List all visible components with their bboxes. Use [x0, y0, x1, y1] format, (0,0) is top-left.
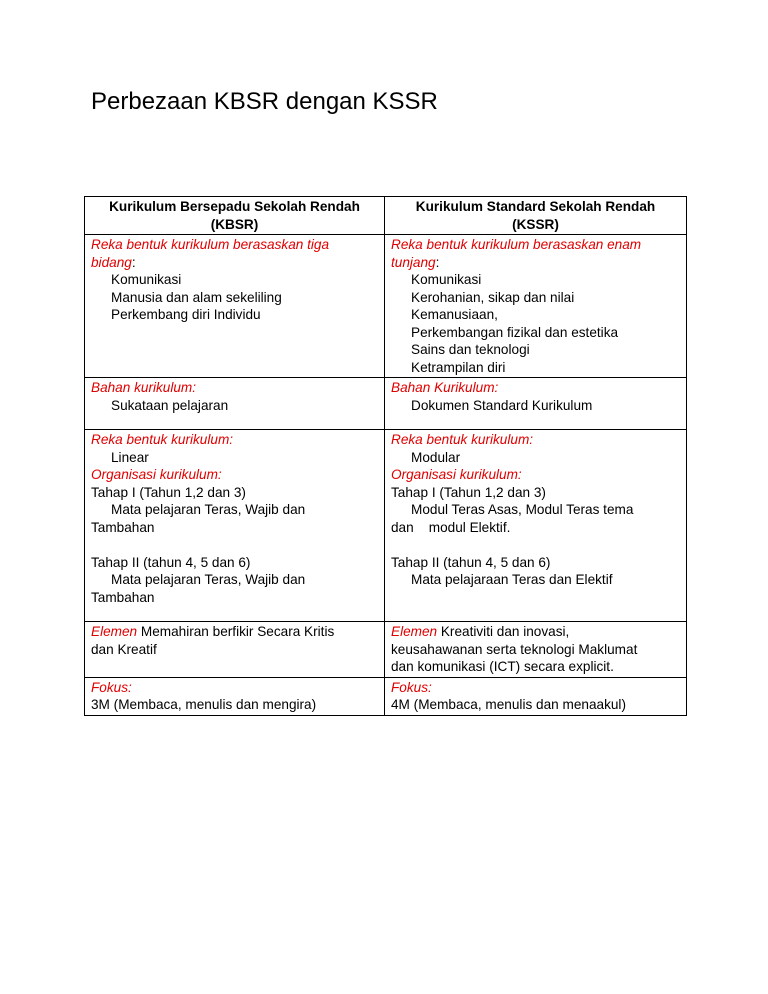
- comparison-table: [84, 196, 687, 716]
- page-title: Perbezaan KBSR dengan KSSR: [91, 88, 438, 115]
- list-item: Kemanusiaan,: [411, 307, 498, 322]
- value-focus-kssr: 4M (Membaca, menulis dan menaakul): [391, 697, 626, 712]
- header-kssr-line1: Kurikulum Standard Sekolah Rendah: [415, 199, 656, 214]
- label-design-kbsr-a: Reka bentuk kurikulum berasaskan tiga: [91, 237, 330, 252]
- label-organisation-kbsr: Organisasi kurikulum:: [91, 467, 222, 482]
- cell-kssr-focus: [385, 677, 687, 715]
- value-element-kssr: Kreativiti dan inovasi,: [437, 624, 570, 639]
- label-element-kbsr: Elemen: [91, 624, 138, 639]
- stage2-kbsr: Tahap II (tahun 4, 5 dan 6): [91, 554, 251, 570]
- header-kbsr-line1: Kurikulum Bersepadu Sekolah Rendah: [109, 199, 360, 214]
- table-header-row: [85, 197, 687, 235]
- cell-kbsr-organisation: [85, 430, 385, 622]
- header-kssr-line2: (KSSR): [512, 216, 559, 232]
- cell-kbsr-element: [85, 622, 385, 678]
- value-element-kbsr-cont: dan Kreatif: [91, 641, 157, 657]
- label-design-kbsr-b: bidang: [91, 254, 132, 270]
- stage1-kbsr: Tahap I (Tahun 1,2 dan 3): [91, 484, 246, 500]
- stage1-kbsr-detail-cont: Tambahan: [91, 519, 155, 535]
- stage1-kbsr-detail: Mata pelajaran Teras, Wajib dan: [111, 502, 306, 517]
- cell-kbsr-material: [85, 378, 385, 430]
- list-item: Kerohanian, sikap dan nilai: [411, 289, 575, 305]
- label-focus-kbsr: Fokus:: [91, 679, 132, 695]
- value-design-type-kssr: Modular: [411, 449, 461, 465]
- label-material-kbsr: Bahan kurikulum:: [91, 380, 197, 395]
- stage2-kssr-detail: Mata pelajaraan Teras dan Elektif: [411, 572, 613, 587]
- cell-kbsr-design: Reka bentuk kurikulum berasaskan tiga bidang: Komunikasi Manusia dan alam sekeliling Perkembang diri Individu: [85, 235, 385, 378]
- table-row: [85, 235, 687, 378]
- label-design-type-kssr: Reka bentuk kurikulum:: [391, 432, 534, 447]
- stage1-kssr-detail: Modul Teras Asas, Modul Teras tema: [411, 502, 634, 517]
- value-element-kbsr: Memahiran berfikir Secara Kritis: [137, 624, 335, 639]
- header-kbsr-line2: (KBSR): [210, 216, 259, 232]
- list-item: Manusia dan alam sekeliling: [111, 289, 282, 305]
- cell-kssr-element: [385, 622, 687, 678]
- header-kbsr: [85, 197, 385, 235]
- list-item: Komunikasi: [111, 272, 182, 287]
- stage2-kbsr-detail-cont: Tambahan: [91, 589, 155, 605]
- label-design-type-kbsr: Reka bentuk kurikulum:: [91, 432, 234, 447]
- label-focus-kssr: Fokus:: [391, 679, 432, 695]
- value-design-type-kbsr: Linear: [111, 449, 149, 465]
- cell-kbsr-focus: [85, 677, 385, 715]
- table-row: [85, 622, 687, 678]
- list-item: Perkembang diri Individu: [111, 307, 261, 322]
- cell-kssr-design: Reka bentuk kurikulum berasaskan enam tunjang: Komunikasi Kerohanian, sikap dan nilai Kemanusiaan, Perkembangan fizikal dan estetika Sains dan teknologi Ketrampilan diri: [385, 235, 687, 378]
- stage2-kssr: Tahap II (tahun 4, 5 dan 6): [391, 554, 551, 570]
- value-material-kssr: Dokumen Standard Kurikulum: [411, 397, 593, 413]
- label-material-kssr: Bahan Kurikulum:: [391, 380, 499, 395]
- list-item: Sains dan teknologi: [411, 342, 530, 357]
- list-item: Ketrampilan diri: [411, 359, 506, 375]
- table-row: [85, 378, 687, 430]
- list-item: Komunikasi: [411, 272, 482, 287]
- table-row: [85, 430, 687, 622]
- label-design-kssr-a: Reka bentuk kurikulum berasaskan enam: [391, 237, 642, 252]
- label-design-kssr-b: tunjang: [391, 254, 436, 270]
- list-item: Perkembangan fizikal dan estetika: [411, 324, 619, 340]
- stage1-kssr: Tahap I (Tahun 1,2 dan 3): [391, 484, 546, 500]
- stage2-kbsr-detail: Mata pelajaran Teras, Wajib dan: [111, 572, 306, 587]
- table-row: [85, 677, 687, 715]
- value-material-kbsr: Sukataan pelajaran: [111, 397, 229, 413]
- stage1-kssr-detail-cont: dan modul Elektif.: [391, 519, 511, 535]
- label-element-kssr: Elemen: [391, 624, 438, 639]
- label-organisation-kssr: Organisasi kurikulum:: [391, 467, 522, 482]
- cell-kssr-organisation: [385, 430, 687, 622]
- value-focus-kbsr: 3M (Membaca, menulis dan mengira): [91, 697, 317, 712]
- header-kssr: [385, 197, 687, 235]
- value-element-kssr-cont: keusahawanan serta teknologi Maklumat: [391, 641, 638, 657]
- cell-kssr-material: [385, 378, 687, 430]
- value-element-kssr-cont2: dan komunikasi (ICT) secara explicit.: [391, 659, 614, 674]
